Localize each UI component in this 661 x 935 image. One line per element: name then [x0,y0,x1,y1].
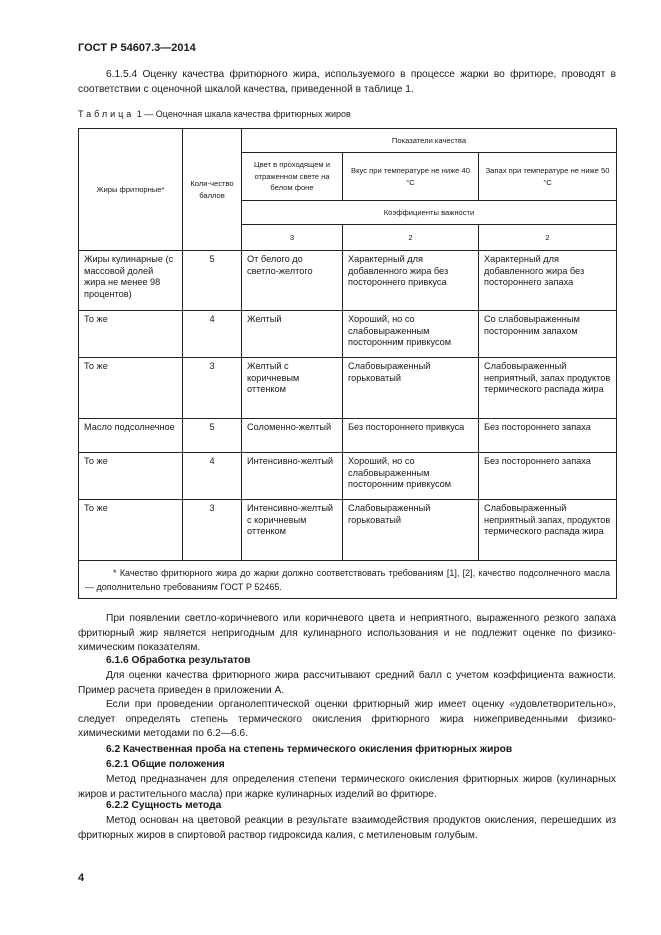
cell-color: Интенсивно-желтый с коричневым оттенком [242,500,343,561]
cell-smell: Слабовыраженный неприятный, запах продуктов термического распада жира [479,358,617,419]
quality-scale-table [78,128,617,599]
paragraph-unsuitable [78,612,616,656]
table-footnote-text: * Качество фритюрного жира до жарки должно соответствовать требованиям [1], [2], качество подсолнечного масла — дополнительно требованиям ГОСТ Р 52465. [85,568,611,592]
paragraph-satisfactory [78,698,616,742]
cell-points: 4 [183,311,242,358]
table-row [79,251,617,311]
cell-taste: Хороший, но со слабовыраженным посторонним привкусом [343,453,479,500]
cell-smell: Характерный для добавленного жира без постороннего запаха [479,251,617,311]
header-fat: Жиры фритюрные* [79,129,183,251]
table-footnote [79,561,617,599]
header-color: Цвет в проходящем и отраженном свете на белом фоне [242,153,343,201]
document-header: ГОСТ Р 54607.3—2014 [78,42,196,54]
cell-points: 5 [183,251,242,311]
cell-taste: Хороший, но со слабовыраженным посторонним привкусом [343,311,479,358]
cell-fat: То же [79,311,183,358]
cell-fat: Масло подсолнечное [79,419,183,453]
cell-fat: То же [79,358,183,419]
table-row [79,453,617,500]
header-coef: Коэффициенты важности [242,201,617,225]
intro-paragraph [78,68,616,97]
cell-smell: Без постороннего запаха [479,453,617,500]
table-caption-word: Таблица [78,109,135,119]
cell-points: 4 [183,453,242,500]
cell-fat: Жиры кулинарные (с массовой долей жира не менее 98 процентов) [79,251,183,311]
cell-points: 3 [183,500,242,561]
coef-taste: 2 [343,225,479,251]
cell-points: 5 [183,419,242,453]
table-caption [78,109,351,119]
heading-6-2: 6.2 Качественная проба на степень термического окисления фритюрных жиров [106,744,513,755]
cell-taste: Характерный для добавленного жира без постороннего привкуса [343,251,479,311]
coef-smell: 2 [479,225,617,251]
paragraph-method-essence-text: Метод основан на цветовой реакции в результате взаимодействия продуктов окисления, перешедших из фритюрных жиров в спиртовой раствор гидроксида калия, с метиленовым голубым. [78,815,616,841]
paragraph-unsuitable-text: При появлении светло-коричневого или коричневого цвета и неприятного, выраженного резкого запаха фритюрный жир является непригодным для кулинарного использования и не подлежит оценке по физико-химическим показателям. [78,613,616,654]
header-taste: Вкус при температуре не ниже 40 °С [343,153,479,201]
header-smell: Запах при температуре не ниже 50 °С [479,153,617,201]
heading-6-2-2: 6.2.2 Сущность метода [106,800,222,811]
paragraph-average-score [78,669,616,698]
page-number: 4 [78,872,85,884]
heading-6-2-1: 6.2.1 Общие положения [106,759,225,770]
cell-fat: То же [79,453,183,500]
cell-fat: То же [79,500,183,561]
paragraph-method-purpose-text: Метод предназначен для определения степени термического окисления фритюрных жиров (кулинарных жиров и растительного масла) при жарке кулинарных изделий во фритюре. [78,774,616,800]
cell-smell: Со слабовыраженным посторонним запахом [479,311,617,358]
cell-taste: Слабовыраженный горьковатый [343,358,479,419]
cell-color: Желтый с коричневым оттенком [242,358,343,419]
coef-color: 3 [242,225,343,251]
table-row [79,500,617,561]
table-row [79,311,617,358]
paragraph-satisfactory-text: Если при проведении органолептической оценки фритюрный жир имеет оценку «удовлетворительно», следует определять степень термического окисления фритюрного жира нижеприведенными физико-химическими методами по 6.2—6.6. [78,699,616,740]
paragraph-method-essence [78,814,616,843]
paragraph-method-purpose [78,773,616,802]
intro-text: 6.1.5.4 Оценку качества фритюрного жира, используемого в процессе жарки во фритюре, проводят в соответствии с оценочной шкалой качества, приведенной в таблице 1. [78,69,616,95]
table-row [79,419,617,453]
paragraph-average-score-text: Для оценки качества фритюрного жира рассчитывают средний балл с учетом коэффициента важности. Пример расчета приведен в приложении А. [78,670,616,696]
cell-points: 3 [183,358,242,419]
cell-color: Желтый [242,311,343,358]
table-caption-text: 1 — Оценочная шкала качества фритюрных жиров [134,109,351,119]
cell-taste: Без постороннего привкуса [343,419,479,453]
cell-smell: Слабовыраженный неприятный запах, продуктов термического распада жира [479,500,617,561]
cell-color: От белого до светло-желтого [242,251,343,311]
cell-color: Соломенно-желтый [242,419,343,453]
cell-color: Интенсивно-желтый [242,453,343,500]
heading-6-1-6: 6.1.6 Обработка результатов [106,655,251,666]
cell-smell: Без постороннего запаха [479,419,617,453]
table-row [79,358,617,419]
cell-taste: Слабовыраженный горьковатый [343,500,479,561]
header-quality: Показатели качества [242,129,617,153]
header-points: Коли-чество баллов [183,129,242,251]
